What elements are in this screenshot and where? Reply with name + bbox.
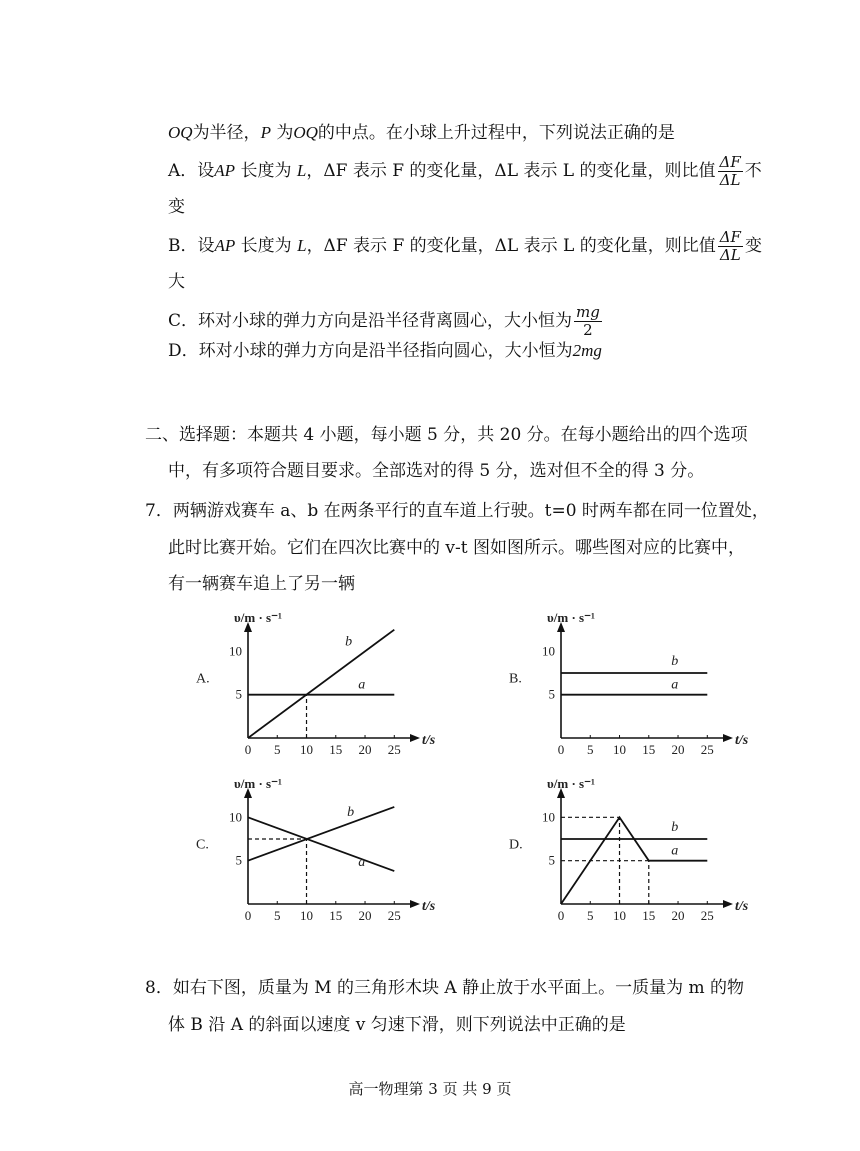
panel-label: C. bbox=[196, 837, 209, 853]
q6-option-a-l: L bbox=[296, 161, 307, 180]
series-line-b bbox=[248, 807, 394, 861]
q8-line1: 8．如右下图，质量为 M 的三角形木块 A 静止放于水平面上。一质量为 m 的物 bbox=[145, 978, 745, 998]
y-tick-label: 5 bbox=[235, 686, 242, 702]
y-tick-label: 10 bbox=[229, 809, 242, 825]
q6-option-c-fraction bbox=[574, 304, 602, 339]
panel-label: A. bbox=[196, 671, 210, 687]
series-label-b: b bbox=[347, 805, 355, 820]
x-axis-arrow bbox=[723, 734, 733, 742]
q8-line2: 体 B 沿 A 的斜面以速度 v 匀速下滑，则下列说法中正确的是 bbox=[168, 1015, 626, 1035]
q6-option-a-wrap: 变 bbox=[168, 197, 185, 217]
q6-intro bbox=[168, 122, 675, 144]
series-line-a bbox=[248, 817, 394, 871]
x-tick-label: 10 bbox=[300, 742, 314, 757]
x-tick-label: 0 bbox=[557, 908, 565, 923]
chart-c bbox=[190, 776, 436, 923]
q6-intro-p: P bbox=[260, 123, 271, 142]
x-tick-label: 20 bbox=[671, 908, 685, 923]
series-label-a: a bbox=[671, 677, 679, 693]
x-tick-label: 5 bbox=[587, 908, 594, 923]
chart-d bbox=[503, 776, 753, 923]
series-label-a: a bbox=[671, 843, 679, 859]
x-axis-arrow bbox=[410, 734, 420, 742]
series-label-a: a bbox=[358, 677, 366, 693]
series-line-b bbox=[248, 630, 394, 738]
q6-option-b-fraction bbox=[718, 229, 743, 264]
x-tick-label: 15 bbox=[642, 742, 656, 757]
x-tick-label: 0 bbox=[244, 908, 252, 923]
q6-option-a-text: ，ΔF 表示 F 的变化量，ΔL 表示 L 的变化量，则比值 bbox=[306, 161, 716, 181]
x-tick-label: 15 bbox=[642, 908, 656, 923]
x-axis-arrow bbox=[723, 900, 733, 908]
x-tick-label: 5 bbox=[274, 908, 281, 923]
chart-b bbox=[503, 610, 753, 757]
y-tick-label: 5 bbox=[548, 686, 555, 702]
series-label-a: a bbox=[358, 855, 366, 871]
q6-option-a-fraction bbox=[718, 154, 743, 189]
q6-option-a-ap: AP bbox=[214, 161, 236, 180]
q6-intro-text1: 为半径， bbox=[192, 123, 261, 143]
y-tick-label: 10 bbox=[542, 643, 555, 659]
series-label-b: b bbox=[345, 634, 353, 650]
x-tick-label: 15 bbox=[329, 908, 343, 923]
section2-heading-line1: 二、选择题：本题共 4 小题，每小题 5 分，共 20 分。在每小题给出的四个选项 bbox=[145, 425, 748, 445]
q6-option-a-mid: 长度为 bbox=[235, 161, 297, 181]
fraction-denominator: ΔL bbox=[719, 246, 741, 264]
x-tick-label: 20 bbox=[358, 742, 372, 757]
x-tick-label: 25 bbox=[387, 742, 401, 757]
x-tick-label: 15 bbox=[329, 742, 343, 757]
q6-intro-oq: OQ bbox=[168, 123, 193, 142]
y-tick-label: 10 bbox=[229, 643, 242, 659]
fraction-numerator: ΔF bbox=[719, 228, 741, 246]
q6-option-b-prefix: B．设 bbox=[168, 236, 215, 256]
y-tick-label: 10 bbox=[542, 809, 555, 825]
q6-intro-text2: 为 bbox=[270, 123, 294, 143]
y-axis-label: υ/m · s⁻¹ bbox=[234, 776, 282, 791]
q6-option-b-l: L bbox=[297, 236, 307, 255]
q6-option-c-text: C．环对小球的弹力方向是沿半径背离圆心，大小恒为 bbox=[168, 311, 573, 331]
q6-option-b bbox=[168, 229, 762, 264]
q6-option-d-value: 2mg bbox=[572, 341, 602, 360]
q6-option-a bbox=[168, 154, 762, 189]
q6-option-b-text: ，ΔF 表示 F 的变化量，ΔL 表示 L 的变化量，则比值 bbox=[306, 236, 716, 256]
y-tick-label: 5 bbox=[548, 852, 555, 868]
page-footer: 高一物理第 3 页 共 9 页 bbox=[348, 1080, 512, 1098]
q6-option-b-tail: 变 bbox=[744, 236, 762, 256]
y-axis-label: υ/m · s⁻¹ bbox=[234, 610, 282, 625]
series-label-b: b bbox=[671, 654, 679, 669]
x-tick-label: 10 bbox=[300, 908, 314, 923]
q6-option-a-prefix: A．设 bbox=[168, 161, 215, 181]
fraction-numerator: ΔF bbox=[719, 153, 741, 171]
x-tick-label: 5 bbox=[587, 742, 594, 757]
x-axis-label: t/s bbox=[422, 899, 436, 914]
fraction-denominator: 2 bbox=[583, 321, 593, 339]
x-tick-label: 0 bbox=[244, 742, 252, 757]
q6-option-b-wrap: 大 bbox=[168, 272, 185, 292]
q6-intro-oq2: OQ bbox=[293, 123, 318, 142]
q6-option-b-mid: 长度为 bbox=[235, 236, 298, 256]
chart-a bbox=[190, 610, 436, 757]
panel-label: B. bbox=[509, 671, 522, 687]
y-tick-label: 5 bbox=[235, 852, 242, 868]
q7-line2: 此时比赛开始。它们在四次比赛中的 v-t 图如图所示。哪些图对应的比赛中， bbox=[168, 538, 745, 558]
q6-option-d-text: D．环对小球的弹力方向是沿半径指向圆心，大小恒为 bbox=[168, 341, 573, 361]
q6-option-a-tail: 不 bbox=[744, 161, 762, 181]
x-axis-label: t/s bbox=[735, 733, 749, 748]
x-tick-label: 20 bbox=[671, 742, 685, 757]
fraction-numerator: mg bbox=[576, 303, 600, 321]
x-axis-label: t/s bbox=[422, 733, 436, 748]
y-axis-label: υ/m · s⁻¹ bbox=[547, 610, 595, 625]
x-tick-label: 25 bbox=[700, 742, 714, 757]
section2-heading-line2: 中，有多项符合题目要求。全部选对的得 5 分，选对但不全的得 3 分。 bbox=[168, 461, 705, 481]
x-tick-label: 25 bbox=[700, 908, 714, 923]
series-label-b: b bbox=[671, 820, 679, 835]
x-tick-label: 10 bbox=[613, 742, 627, 757]
q7-line1: 7．两辆游戏赛车 a、b 在两条平行的直车道上行驶。t=0 时两车都在同一位置处， bbox=[145, 501, 769, 521]
x-tick-label: 0 bbox=[557, 742, 565, 757]
q6-option-b-ap: AP bbox=[214, 236, 236, 255]
panel-label: D. bbox=[509, 837, 523, 853]
q6-option-c bbox=[168, 304, 604, 339]
q7-line3: 有一辆赛车追上了另一辆 bbox=[168, 574, 355, 594]
x-axis-arrow bbox=[410, 900, 420, 908]
x-tick-label: 5 bbox=[274, 742, 281, 757]
q6-intro-text3: 的中点。在小球上升过程中，下列说法正确的是 bbox=[317, 123, 675, 143]
x-tick-label: 10 bbox=[613, 908, 627, 923]
y-axis-label: υ/m · s⁻¹ bbox=[547, 776, 595, 791]
x-axis-label: t/s bbox=[735, 899, 749, 914]
x-tick-label: 20 bbox=[358, 908, 372, 923]
x-tick-label: 25 bbox=[387, 908, 401, 923]
fraction-denominator: ΔL bbox=[719, 171, 741, 189]
q6-option-d bbox=[168, 340, 602, 362]
